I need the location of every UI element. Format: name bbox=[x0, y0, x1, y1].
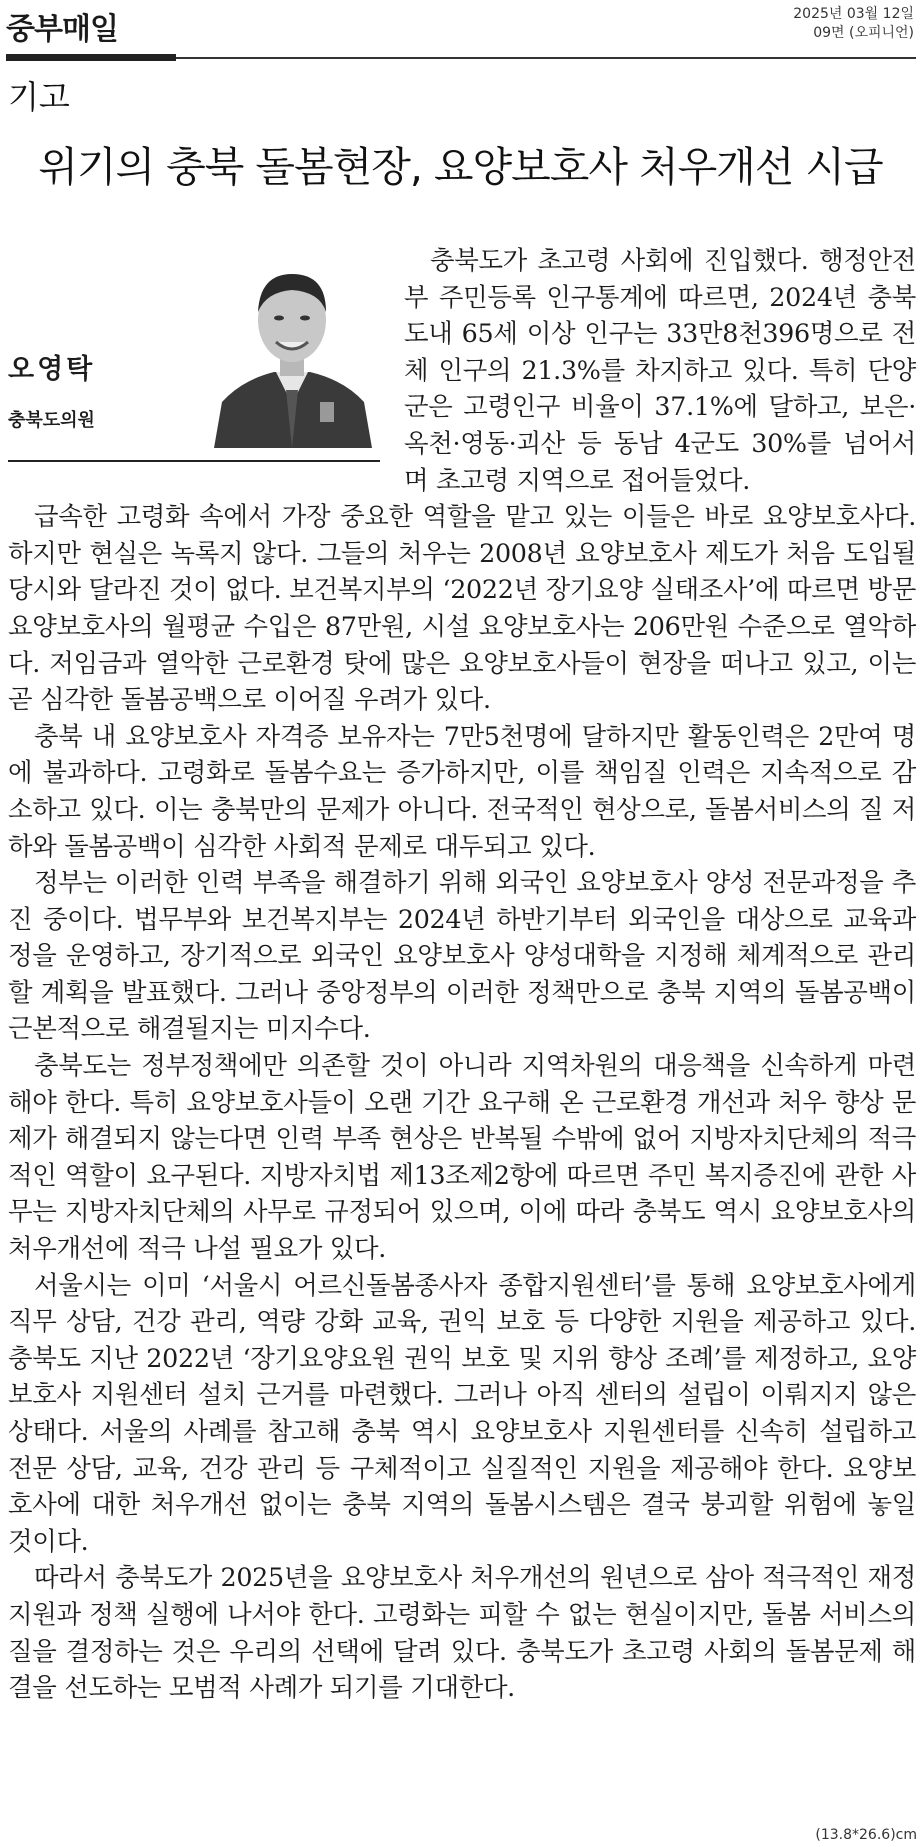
article-paragraph: 충북도가 초고령 사회에 진입했다. 행정안전부 주민등록 인구통계에 따르면, 2024년 충북 도내 65세 이상 인구는 33만8천396명으로 전체 인구의 21.3%를 차지하고 있다. 특히 단양군은 고령인구 비율이 37.1%에 달하고, 보은·옥천·영동·괴산 등 동남 4군도 30%를 넘어서며 초고령 지역으로 접어들었다. bbox=[404, 245, 916, 495]
article-headline: 위기의 충북 돌봄현장, 요양보호사 처우개선 시급 bbox=[38, 143, 883, 191]
newspaper-logo: 중부매일 bbox=[6, 12, 118, 47]
article-paragraph: 따라서 충북도가 2025년을 요양보호사 처우개선의 원년으로 삼아 적극적인 재정 지원과 정책 실행에 나서야 한다. 고령화는 피할 수 없는 현실이지만, 돌봄 서비스의 질을 결정하는 것은 우리의 선택에 달려 있다. 충북도가 초고령 사회의 돌봄문제 해결을 선도하는 모범적 사례가 되기를 기대한다. bbox=[8, 1562, 916, 1703]
author-block-spacer bbox=[8, 242, 404, 468]
masthead-thin-rule bbox=[176, 57, 916, 59]
author-title: 충북도의원 bbox=[8, 410, 95, 431]
publication-date: 2025년 03월 12일 bbox=[793, 6, 914, 22]
article-paragraph: 급속한 고령화 속에서 가장 중요한 역할을 맡고 있는 이들은 바로 요양보호사다. 하지만 현실은 녹록지 않다. 그들의 처우는 2008년 요양보호사 제도가 처음 도입될 당시와 달라진 것이 없다. 보건복지부의 ‘2022년 장기요양 실태조사’에 따르면 방문 요양보호사의 월평균 수입은 87만원, 시설 요양보호사는 206만원 수준으로 열악하다. 저임금과 열악한 근로환경 탓에 많은 요양보호사들이 현장을 떠나고 있고, 이는 곧 심각한 돌봄공백으로 이어질 우려가 있다. bbox=[8, 501, 916, 715]
article-paragraph: 정부는 이러한 인력 부족을 해결하기 위해 외국인 요양보호사 양성 전문과정을 추진 중이다. 법무부와 보건복지부는 2024년 하반기부터 외국인을 대상으로 교육과정을 운영하고, 장기적으로 외국인 요양보호사 양성대학을 지정해 체계적으로 관리할 계획을 발표했다. 그러나 중앙정부의 이러한 정책만으로 충북 지역의 돌봄공백이 근본적으로 해결될지는 미지수다. bbox=[8, 867, 916, 1044]
masthead-thick-rule bbox=[6, 54, 176, 61]
article-size-note: (13.8*26.6)cm bbox=[815, 1827, 917, 1843]
page-section: 09면 (오피니언) bbox=[813, 25, 914, 41]
section-label: 기고 bbox=[8, 78, 70, 116]
publication-info bbox=[793, 5, 914, 43]
article-paragraph: 충북 내 요양보호사 자격증 보유자는 7만5천명에 달하지만 활동인력은 2만여 명에 불과하다. 고령화로 돌봄수요는 증가하지만, 이를 책임질 인력은 지속적으로 감소하고 있다. 이는 충북만의 문제가 아니다. 전국적인 현상으로, 돌봄서비스의 질 저하와 돌봄공백이 심각한 사회적 문제로 대두되고 있다. bbox=[8, 720, 916, 861]
author-name: 오영탁 bbox=[8, 354, 96, 385]
article-paragraph: 충북도는 정부정책에만 의존할 것이 아니라 지역차원의 대응책을 신속하게 마련해야 한다. 특히 요양보호사들이 오랜 기간 요구해 온 근로환경 개선과 처우 향상 문제가 해결되지 않는다면 인력 부족 현상은 반복될 수밖에 없어 지방자치단체의 적극적인 역할이 요구된다. 지방자치법 제13조제2항에 따르면 주민 복지증진에 관한 사무는 지방자치단체의 사무로 규정되어 있으며, 이에 따라 충북도 역시 요양보호사의 처우개선에 적극 나설 필요가 있다. bbox=[8, 1050, 916, 1264]
article-body bbox=[8, 242, 916, 1706]
article-paragraph: 서울시는 이미 ‘서울시 어르신돌봄종사자 종합지원센터’를 통해 요양보호사에게 직무 상담, 건강 관리, 역량 강화 교육, 권익 보호 등 다양한 지원을 제공하고 있다. 충북도 지난 2022년 ‘장기요양요원 권익 보호 및 지위 향상 조례’를 제정하고, 요양보호사 지원센터 설치 근거를 마련했다. 그러나 아직 센터의 설립이 이뤄지지 않은 상태다. 서울의 사례를 참고해 충북 역시 요양보호사 지원센터를 신속히 설립하고 전문 상담, 교육, 건강 관리 등 구체적이고 실질적인 지원을 제공해야 한다. 요양보호사에 대한 처우개선 없이는 충북 지역의 돌봄시스템은 결국 붕괴할 위험에 놓일 것이다. bbox=[8, 1269, 916, 1556]
